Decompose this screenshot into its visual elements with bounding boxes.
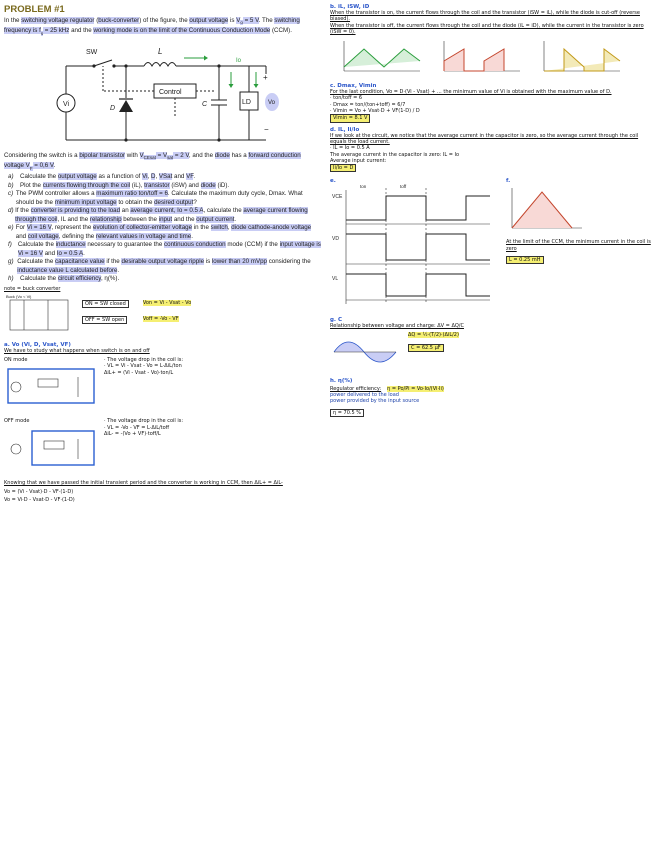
- highlighted-text: output voltage: [57, 172, 97, 180]
- question-item: [8, 181, 322, 190]
- h-note3: power provided by the input source: [330, 398, 420, 405]
- question-item: [8, 241, 322, 257]
- highlighted-text: VSat: [158, 172, 173, 180]
- voff-eq: Voff = -Vo - VF: [142, 316, 179, 323]
- text-run: in the: [192, 224, 211, 232]
- on-eq3: ΔiL+ = (Vi - Vsat - Vo)·ton/L: [104, 369, 174, 376]
- b-note2: When the transistor is off, the current flows through the coil and the diode (iL = iD), while the current in the transistor is zero (iSW = 0).: [330, 22, 644, 35]
- on-mode-circuit: [4, 363, 100, 409]
- c-note: For the last condition, Vo = D·(Vi - Vsat) + ... the minimum value of Vi is obtained with the maximum value of D.: [330, 89, 612, 96]
- text-run: . The: [258, 17, 275, 24]
- off-eq1: · The voltage drop in the coil is:: [104, 418, 184, 425]
- highlighted-text: desirable output voltage ripple: [121, 258, 205, 266]
- highlighted-text: average current flowing through the coil: [15, 207, 308, 223]
- highlighted-text: switching voltage regulator: [21, 17, 95, 24]
- highlighted-text: evolution of collector-emitter voltage: [93, 224, 193, 232]
- d-eq3: Average input current:: [330, 157, 387, 164]
- text-run: with: [125, 151, 140, 159]
- text-run: In the: [4, 17, 22, 24]
- text-run: and: [42, 249, 57, 257]
- on-eq1: · The voltage drop in the coil is:: [104, 357, 184, 364]
- svg-text:+: +: [263, 72, 268, 82]
- g-eq: ΔQ = ½·(T/2)·(ΔiL/2): [408, 331, 459, 338]
- question-text: [20, 275, 119, 283]
- text-run: ,: [147, 172, 151, 180]
- text-run: is: [204, 258, 212, 266]
- text-run: and: [15, 232, 28, 240]
- highlighted-text: s: [40, 30, 44, 36]
- voltage-waveforms: [330, 184, 500, 308]
- highlighted-text: Vi: [142, 172, 148, 180]
- question-item: [8, 275, 322, 283]
- control-label: Control: [159, 88, 182, 96]
- highlighted-text: input: [158, 215, 173, 223]
- d-label: D: [110, 104, 116, 112]
- f-note: At the limit of the CCM, the minimum current in the coil is zero: [506, 239, 651, 252]
- highlighted-text: circuit efficiency: [57, 275, 101, 283]
- section-a: a. Vo (Vi, D, Vsat, VF): [4, 341, 71, 348]
- text-run: and the: [69, 27, 94, 35]
- section-e: e.: [330, 178, 336, 185]
- right-column: [330, 4, 652, 417]
- text-run: and: [172, 172, 187, 180]
- h-note: Regulator efficiency:: [330, 385, 382, 392]
- highlighted-text: transistor: [144, 181, 170, 189]
- highlighted-text: output current: [196, 215, 235, 223]
- d-result: Ii/Io = D: [330, 164, 356, 172]
- text-run: (iL),: [130, 181, 145, 189]
- off-mode-circuit: [4, 425, 100, 471]
- highlighted-text: VF: [186, 172, 194, 180]
- question-item: [8, 190, 322, 206]
- considering-text: [4, 152, 322, 173]
- on-eq2: · VL = Vi - Vsat - Vo = L·ΔiL/ton: [104, 363, 182, 370]
- vce-label: VCE: [332, 194, 343, 201]
- f-result: L = 0.25 mH: [506, 256, 544, 264]
- highlighted-text: switching frequency is f: [4, 17, 300, 35]
- text-run: .: [193, 172, 196, 180]
- steady-state-note: Knowing that we have passed the initial transient period and the converter is working in CCM, then ΔiL+ = ΔiL-: [4, 479, 283, 486]
- question-key: b): [8, 181, 14, 189]
- text-run: Considering the switch is a: [4, 151, 80, 159]
- highlighted-text: currents flowing through the coil: [42, 181, 131, 189]
- note-buck: note = buck converter: [4, 285, 61, 292]
- section-h: h. η(%): [330, 377, 353, 384]
- text-run: ?: [193, 198, 197, 206]
- text-run: . Calculate the maximum duty cycle, Dmax. What should be the: [15, 190, 303, 206]
- text-run: For: [15, 224, 27, 232]
- text-run: ) of the figure, the: [139, 17, 190, 24]
- highlighted-text: relevant values in voltage and time: [95, 232, 192, 240]
- g-result: C = 62.5 µF: [408, 344, 444, 352]
- ld-label: LD: [242, 98, 251, 106]
- text-run: , calculate the: [203, 207, 244, 215]
- d-eq2: The average current in the capacitor is zero: IL = Io: [330, 151, 460, 158]
- question-key: a): [8, 172, 14, 180]
- text-run: Plot the: [20, 181, 43, 189]
- vo-label: Vo: [268, 99, 276, 106]
- text-run: , η(%).: [100, 275, 120, 283]
- text-run: ,: [155, 172, 159, 180]
- highlighted-text: desired output: [154, 198, 194, 206]
- c-eq2: · Dmax = ton/(ton+toff) = 6/7: [330, 101, 406, 108]
- question-item: [8, 258, 322, 274]
- text-run: if the: [104, 258, 122, 266]
- highlighted-text: o: [240, 20, 243, 26]
- off-mode-title: OFF mode: [4, 418, 30, 425]
- highlighted-text: diode cathode-anode voltage: [231, 224, 312, 232]
- question-text: [20, 182, 229, 190]
- highlighted-text: V: [236, 17, 241, 24]
- h-note2: power delivered to the load: [330, 392, 399, 399]
- highlighted-text: switch: [210, 224, 228, 232]
- buck-converter-circuit: [4, 40, 322, 150]
- vo-eq1: Vo = (Vi - Vsat)·D - VF·(1-D): [4, 489, 74, 496]
- highlighted-text: output voltage: [189, 17, 229, 24]
- question-key: c): [8, 190, 14, 198]
- highlighted-text: diode: [214, 151, 230, 159]
- highlighted-text: V: [139, 151, 144, 159]
- highlighted-text: = 25 kHz: [43, 27, 70, 35]
- text-run: Calculate the: [20, 275, 58, 283]
- text-run: Calculate the: [17, 258, 56, 266]
- g-note: Relationship between voltage and charge: ΔV = ΔQ/C: [330, 323, 464, 330]
- toff-label: toff: [400, 184, 407, 190]
- h-eq: η = Po/Pi = Vo·Io/(Vi·Ii): [387, 385, 444, 392]
- von-eq: Von = Vi - Vsat - Vo: [142, 299, 192, 306]
- text-run: , IL and the: [57, 215, 90, 223]
- text-run: has a: [229, 151, 249, 159]
- highlighted-text: coil voltage: [27, 232, 59, 240]
- b-note1: When the transistor is on, the current flows through the coil and the transistor (iSW = iL), while the diode is cut-off (reverse biased).: [330, 10, 640, 23]
- section-d: d. IL, Ii/Io: [330, 126, 360, 133]
- on-mode-title: ON mode: [4, 357, 28, 364]
- section-a-note: We have to study what happens when switch is on and off: [4, 347, 150, 354]
- question-key: g): [8, 258, 14, 266]
- highlighted-text: average current, Io = 0.5 A: [130, 207, 204, 215]
- highlighted-text: = V: [155, 151, 168, 159]
- question-text: [20, 173, 195, 181]
- text-run: .: [191, 232, 193, 240]
- text-run: If the: [15, 207, 31, 215]
- section-g: g. C: [330, 317, 342, 324]
- highlighted-text: lower than 20 mVpp: [211, 258, 267, 266]
- text-run: is: [228, 17, 237, 24]
- highlighted-text: sat: [167, 155, 174, 161]
- highlighted-text: forward conduction voltage V: [4, 151, 301, 170]
- text-run: (iD).: [215, 181, 230, 189]
- question-text: [16, 190, 322, 206]
- ton-label: ton: [360, 184, 367, 190]
- question-key: f): [8, 241, 12, 249]
- question-text: [17, 258, 322, 274]
- section-c: c. Dmax, Vimin: [330, 83, 377, 90]
- highlighted-text: bipolar transistor: [79, 151, 126, 159]
- buck-label: Buck (Vo < Vi): [6, 293, 32, 299]
- highlighted-text: continuous conduction: [164, 241, 226, 249]
- text-run: Calculate the: [17, 241, 56, 249]
- l-label: L: [158, 46, 163, 56]
- c-eq3: · Vimin = Vo + Vsat·D + VF(1-D) / D: [330, 108, 420, 115]
- highlighted-text: CEsat: [143, 155, 156, 161]
- question-item: [8, 224, 322, 240]
- text-run: .: [234, 215, 237, 223]
- text-run: (: [94, 17, 99, 24]
- highlighted-text: capacitance value: [55, 258, 105, 266]
- highlighted-text: relationship: [89, 215, 122, 223]
- text-run: , defining the: [58, 232, 96, 240]
- vl-label: VL: [332, 276, 339, 283]
- question-list: [4, 173, 322, 284]
- highlighted-text: converter is providing to the load: [30, 207, 121, 215]
- on-label: ON = SW closed: [82, 300, 129, 308]
- sw-label: SW: [86, 48, 98, 56]
- text-run: between the: [121, 215, 159, 223]
- highlighted-text: = 0,6 V: [32, 162, 54, 170]
- on-mode-block: [4, 357, 322, 414]
- question-key: d): [8, 207, 14, 215]
- off-label: OFF = SW open: [82, 316, 127, 324]
- highlighted-text: Io = 0.5 A: [56, 249, 84, 257]
- question-item: [8, 172, 322, 181]
- coil-current-triangle: [506, 184, 586, 234]
- highlighted-text: working mode is on the limit of the Continuous Conduction Mode: [93, 27, 271, 35]
- highlighted-text: input voltage is Vi = 16 V: [17, 241, 321, 257]
- left-column: [4, 4, 322, 504]
- text-run: and the: [172, 215, 197, 223]
- question-item: [8, 207, 322, 223]
- text-run: to obtain the: [116, 198, 155, 206]
- c-eq1: · ton/toff = 6: [330, 95, 363, 102]
- question-key: h): [8, 275, 14, 283]
- text-run: an: [120, 207, 131, 215]
- text-run: (iSW) and: [169, 181, 201, 189]
- text-run: ,: [227, 224, 232, 232]
- section-b: b. iL, iSW, iD: [330, 4, 370, 10]
- d-eq1: · IL = Io = 0.5 A: [330, 145, 370, 152]
- highlighted-text: D: [150, 172, 156, 180]
- problem-intro: [4, 17, 322, 38]
- svg-text:−: −: [264, 124, 269, 134]
- highlighted-text: inductance: [55, 241, 86, 249]
- off-eq2: · VL = -Vo - VF = L·ΔiL/toff: [104, 424, 170, 431]
- current-waveforms: [330, 37, 652, 79]
- text-run: as a function of: [96, 172, 143, 180]
- text-run: , represent the: [51, 224, 93, 232]
- c-result: Vimin = 8.1 V: [330, 114, 370, 122]
- question-text: [16, 224, 322, 240]
- vo-eq2: Vo = Vi·D - Vsat·D - VF·(1-D): [4, 497, 75, 504]
- section-f: f.: [506, 178, 511, 185]
- off-mode-block: [4, 418, 322, 475]
- problem-title: PROBLEM #1: [4, 4, 65, 15]
- text-run: Calculate the: [20, 172, 58, 180]
- text-run: (CCM).: [270, 27, 292, 35]
- highlighted-text: Vi = 16 V: [26, 224, 52, 232]
- d-note: If we look at the circuit, we notice that the average current in the capacitor is zero, so the average current through the coil equals the load current.: [330, 132, 639, 145]
- highlighted-text: diode: [200, 181, 216, 189]
- text-run: , and the: [188, 151, 215, 159]
- highlighted-text: F: [29, 165, 33, 171]
- ripple-sketch: [330, 332, 400, 372]
- text-run: considering the: [266, 258, 311, 266]
- h-result: η = 70.5 %: [330, 409, 364, 417]
- text-run: necessary to guarantee the: [85, 241, 165, 249]
- text-run: .: [83, 249, 85, 257]
- highlighted-text: buck-converter: [98, 17, 140, 24]
- text-run: The PWM controller allows a: [15, 190, 97, 198]
- text-run: mode (CCM) if the: [225, 241, 280, 249]
- text-run: .: [117, 266, 120, 274]
- highlighted-text: maximum ratio ton/toff = 6: [96, 190, 168, 198]
- io-label: Io: [236, 57, 242, 64]
- text-run: .: [53, 162, 56, 170]
- c-label: C: [202, 100, 208, 108]
- highlighted-text: = 5 V: [242, 17, 259, 24]
- question-text: [18, 241, 322, 257]
- vd-label: VD: [332, 236, 339, 243]
- question-key: e): [8, 224, 14, 232]
- question-text: [15, 207, 322, 223]
- buck-mini-diagram: [4, 292, 74, 336]
- off-eq3: ΔiL- = -(Vo + VF)·toff/L: [104, 431, 161, 438]
- highlighted-text: inductance value L calculated before: [17, 266, 118, 274]
- vi-label: Vi: [63, 100, 70, 108]
- highlighted-text: = 2 V: [173, 151, 189, 159]
- highlighted-text: minimum input voltage: [54, 198, 117, 206]
